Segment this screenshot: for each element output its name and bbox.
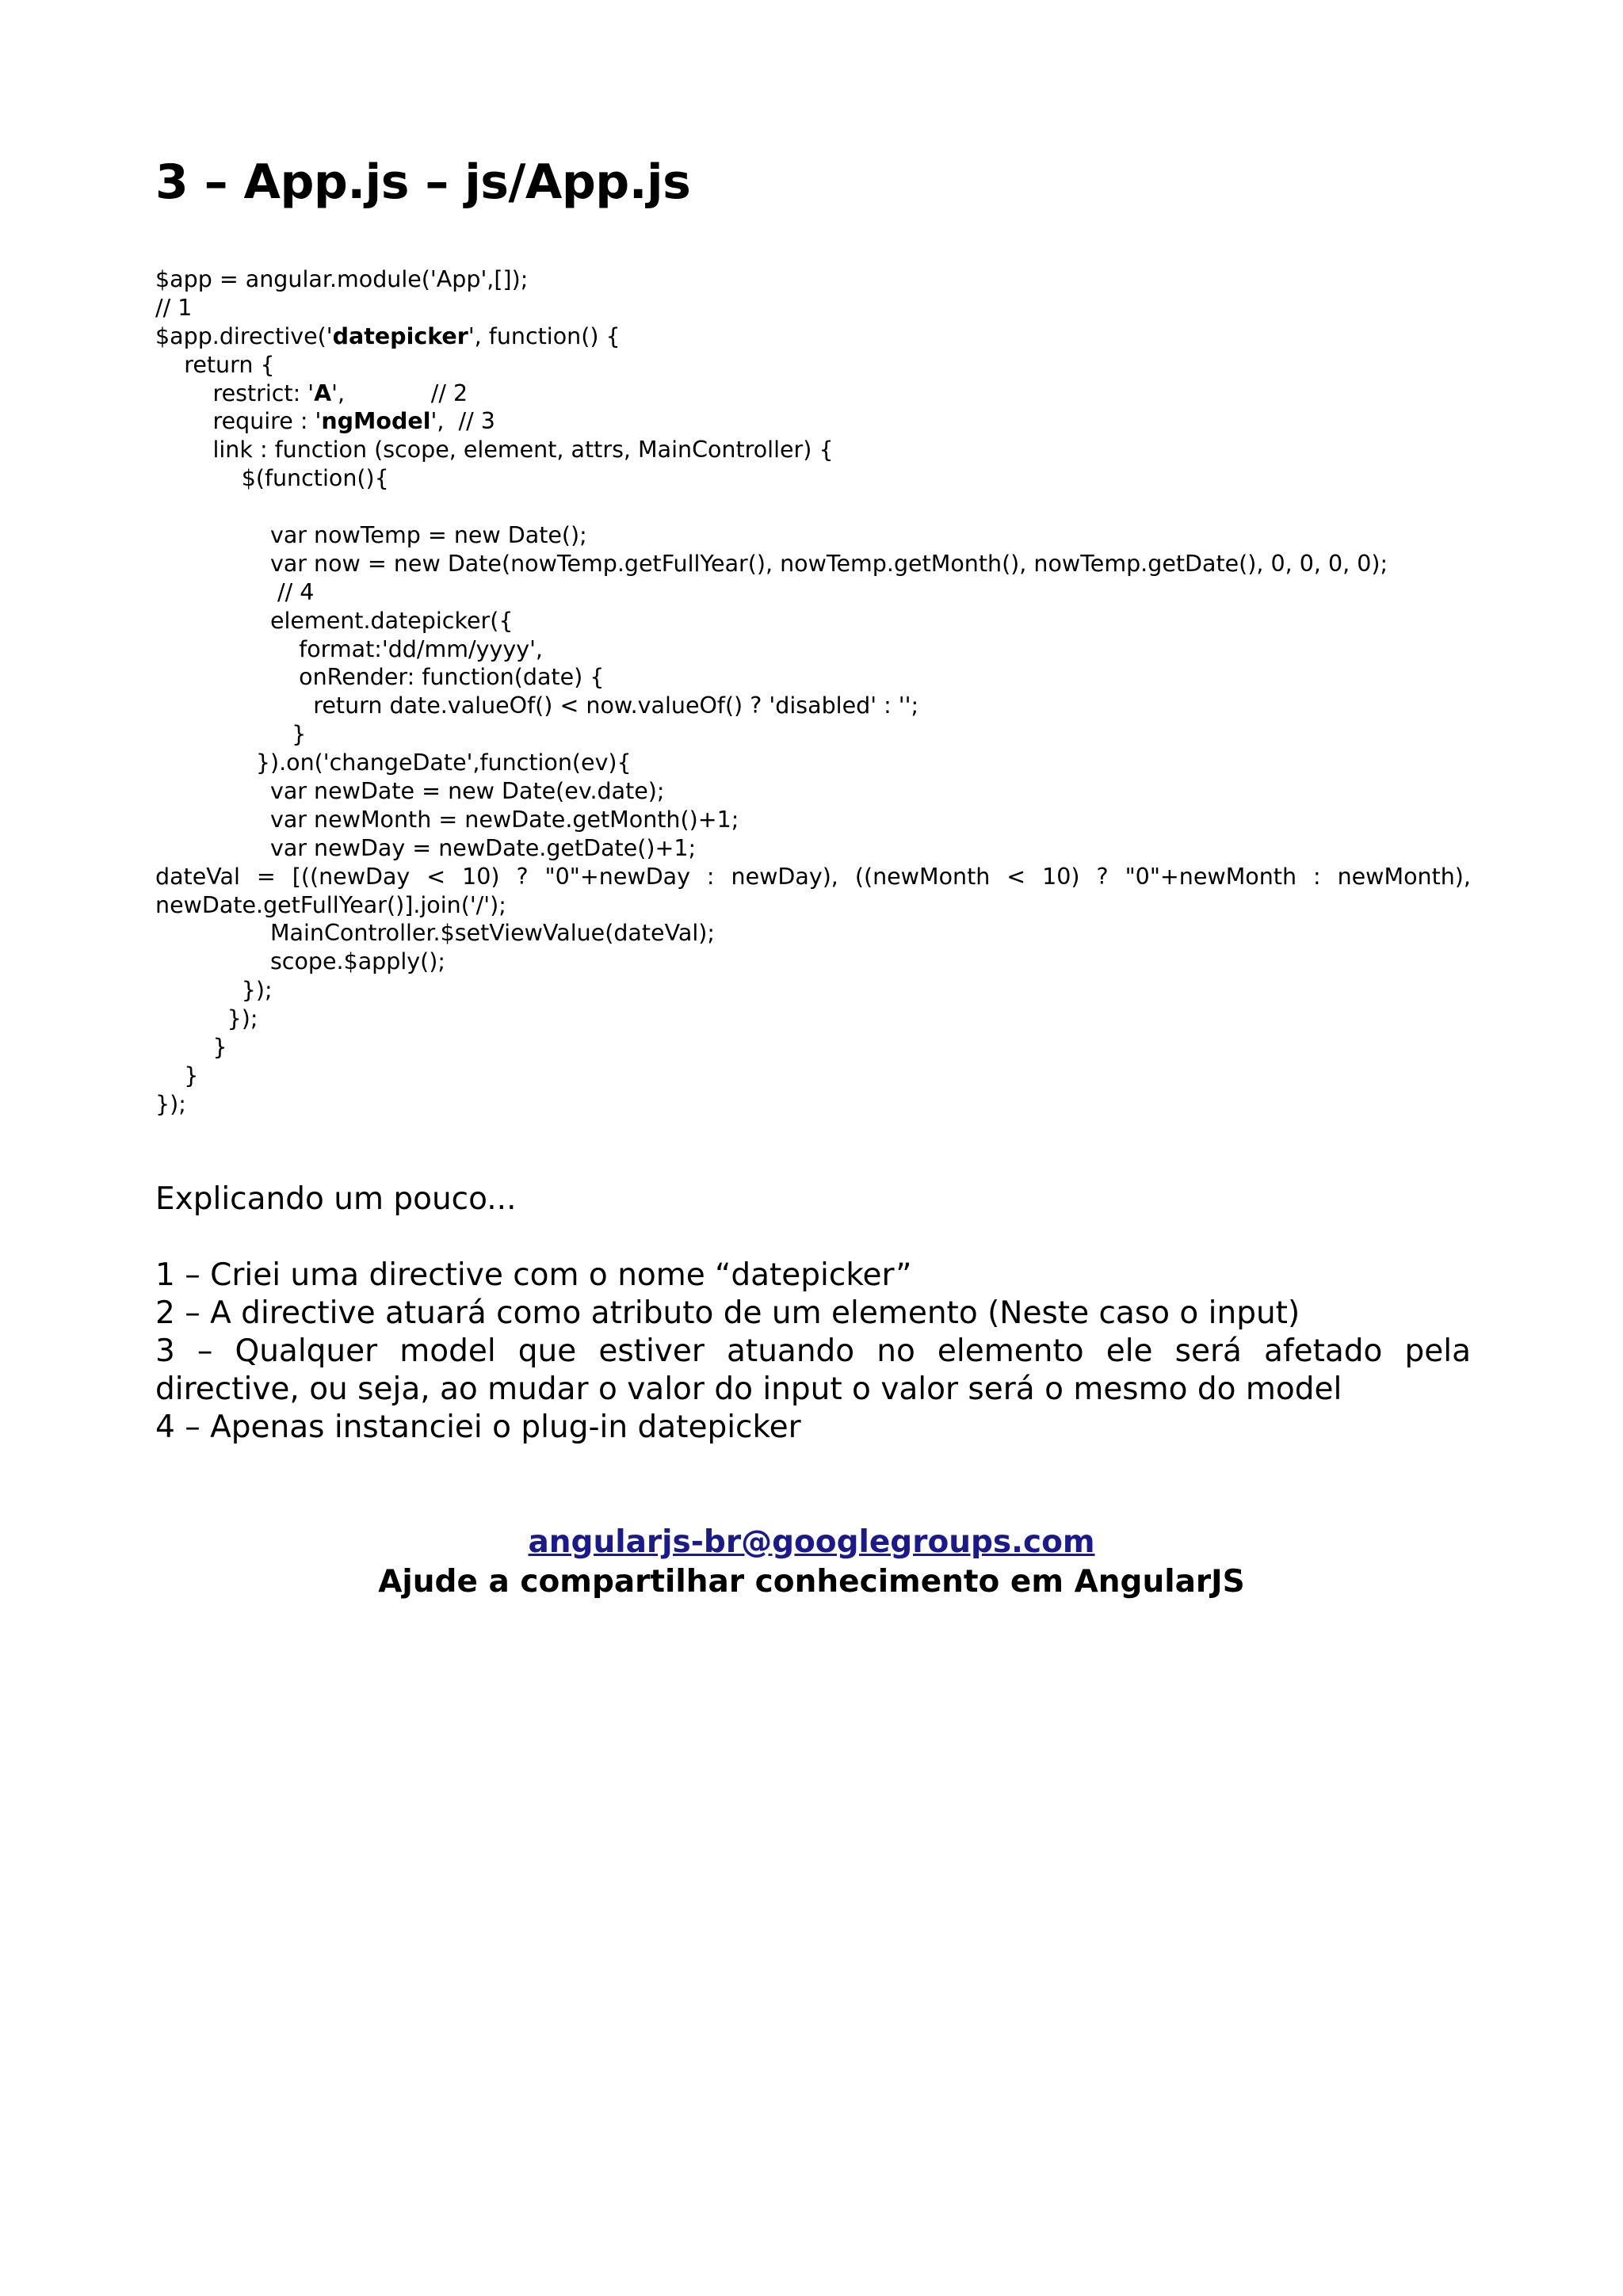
footer-tagline: Ajude a compartilhar conhecimento em AngularJS <box>378 1564 1245 1600</box>
code-text: dateVal = [((newDay < 10) ? "0"+newDay : newDay), ((newMonth < 10) ? "0"+newMonth : newMonth), <box>155 863 1471 890</box>
code-line <box>155 550 1471 578</box>
code-line <box>155 777 1471 806</box>
code-keyword: datepicker <box>332 322 468 349</box>
code-line <box>155 322 1471 351</box>
section-title: 3 – App.js – js/App.js <box>155 154 691 210</box>
code-text: scope.$apply(); <box>155 948 445 975</box>
code-text: }); <box>155 977 273 1004</box>
code-line <box>155 806 1471 834</box>
code-line <box>155 635 1471 664</box>
code-text: MainController.$setViewValue(dateVal); <box>155 920 715 947</box>
code-text: ', // 2 <box>331 379 468 406</box>
code-line <box>155 1005 1471 1033</box>
code-text: var newMonth = newDate.getMonth()+1; <box>155 806 739 833</box>
code-text: } <box>155 721 307 748</box>
code-text: newDate.getFullYear()].join('/'); <box>155 891 506 918</box>
code-line <box>155 1062 1471 1090</box>
code-text: var nowTemp = new Date(); <box>155 522 587 549</box>
code-text: element.datepicker({ <box>155 607 514 634</box>
code-line <box>155 379 1471 408</box>
code-line <box>155 692 1471 720</box>
footer <box>0 1523 1623 1602</box>
code-keyword: A <box>314 379 332 406</box>
explanation-point: 1 – Criei uma directive com o nome “datepicker” <box>155 1257 912 1293</box>
code-text: ', function() { <box>468 322 621 349</box>
code-line <box>155 294 1471 322</box>
code-line <box>155 436 1471 464</box>
code-text: var newDate = new Date(ev.date); <box>155 778 665 805</box>
code-text: } <box>155 1062 199 1089</box>
explanation-point: 2 – A directive atuará como atributo de um elemento (Neste caso o input) <box>155 1295 1300 1331</box>
explanation-point: 3 – Qualquer model que estiver atuando no elemento ele será afetado pela directive, ou seja, ao mudar o valor do input o valor será o mesmo do model <box>155 1333 1471 1407</box>
code-line <box>155 521 1471 550</box>
code-text: }).on('changeDate',function(ev){ <box>155 749 632 776</box>
code-text: require : ' <box>155 408 322 435</box>
explanation-list <box>155 1257 1471 1447</box>
code-line <box>155 351 1471 379</box>
code-text: return { <box>155 351 275 378</box>
code-text: }); <box>155 1005 258 1032</box>
code-text: onRender: function(date) { <box>155 664 605 691</box>
code-line <box>155 464 1471 493</box>
code-text: link : function (scope, element, attrs, MainController) { <box>155 437 834 463</box>
code-text: format:'dd/mm/yyyy', <box>155 635 543 662</box>
code-text: var newDay = newDate.getDate()+1; <box>155 834 697 861</box>
code-line <box>155 749 1471 777</box>
code-text: $(function(){ <box>155 465 389 492</box>
code-line <box>155 891 1471 920</box>
email-link[interactable]: angularjs-br@googlegroups.com <box>528 1524 1095 1560</box>
code-text: restrict: ' <box>155 379 315 406</box>
code-line <box>155 265 1471 294</box>
code-line <box>155 976 1471 1005</box>
code-line <box>155 663 1471 692</box>
code-line <box>155 863 1471 891</box>
code-text: ', // 3 <box>430 408 495 435</box>
code-text: var now = new Date(nowTemp.getFullYear(), nowTemp.getMonth(), nowTemp.getDate(), 0, 0, 0, 0); <box>155 550 1388 577</box>
code-text: return date.valueOf() < now.valueOf() ? 'disabled' : ''; <box>155 692 919 719</box>
code-line <box>155 607 1471 635</box>
explanation-point: 4 – Apenas instanciei o plug-in datepicker <box>155 1409 801 1445</box>
code-line <box>155 948 1471 976</box>
code-keyword: ngModel <box>321 408 431 435</box>
code-line <box>155 1033 1471 1062</box>
code-block <box>155 265 1471 1119</box>
code-line <box>155 1090 1471 1119</box>
code-text: } <box>155 1034 227 1061</box>
code-line <box>155 834 1471 863</box>
code-text: // 4 <box>155 578 315 605</box>
code-text: // 1 <box>155 294 193 321</box>
code-text: }); <box>155 1090 186 1117</box>
code-line <box>155 493 1471 521</box>
code-line <box>155 720 1471 749</box>
code-line <box>155 407 1471 436</box>
code-text: $app.directive(' <box>155 322 333 349</box>
code-text: $app = angular.module('App',[]); <box>155 266 529 292</box>
explanation-heading: Explicando um pouco... <box>155 1181 517 1217</box>
code-line <box>155 578 1471 607</box>
code-line <box>155 919 1471 948</box>
